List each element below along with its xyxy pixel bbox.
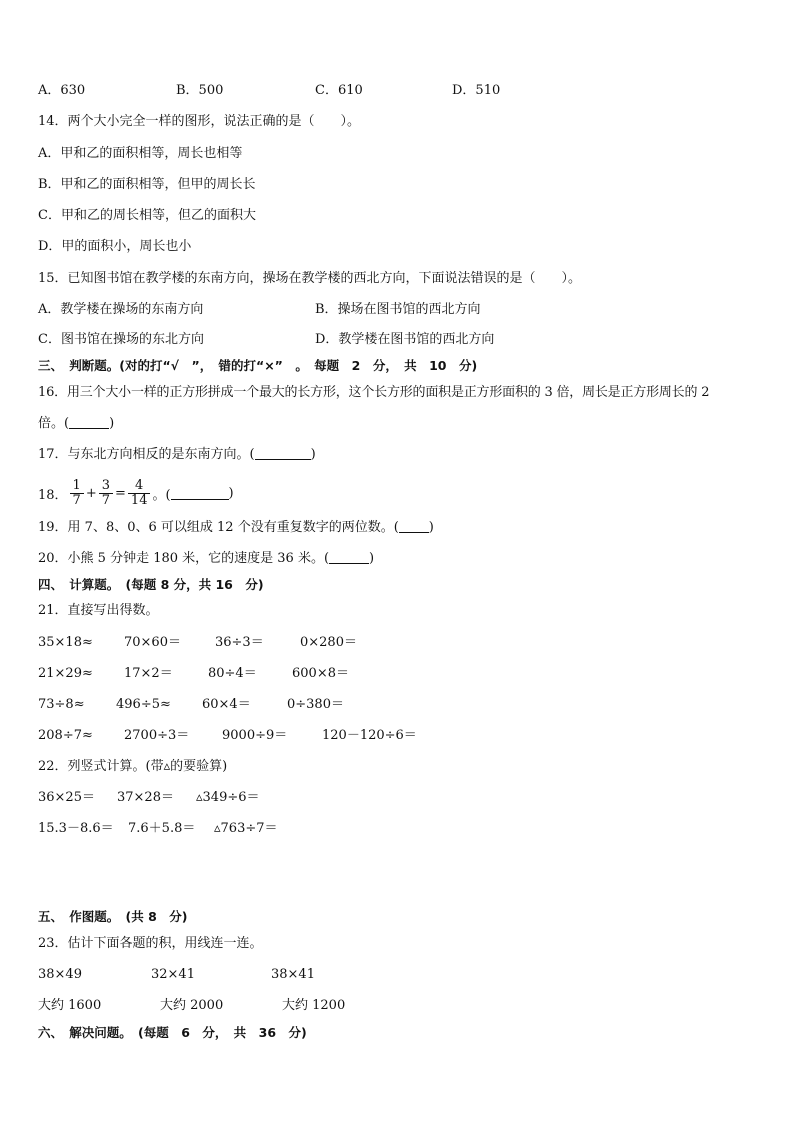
q22-r2-c2: 7.6＋5.8＝ <box>128 821 196 836</box>
q21-r1-c2: 70×60＝ <box>124 635 181 650</box>
q13-option-a: A．630 <box>38 83 86 98</box>
q14-option-c: C．甲和乙的周长相等，但乙的面积大 <box>38 208 256 223</box>
q21-stem: 21．直接写出得数。 <box>38 603 159 618</box>
q16-prefix: 倍。( <box>38 416 70 431</box>
q23-estimate-1: 大约 1600 <box>38 998 102 1013</box>
q17-close: ) <box>310 447 316 462</box>
q21-r1-c4: 0×280＝ <box>300 635 357 650</box>
q20-text: 20．小熊 5 分钟走 180 米，它的速度是 36 米。( <box>38 551 330 566</box>
q18-equals: = <box>115 485 126 501</box>
q21-r3-c3: 60×4＝ <box>202 697 251 712</box>
q18-tail: 。( <box>152 487 171 503</box>
q16-answer-blank[interactable] <box>69 416 109 429</box>
q18-plus: + <box>85 485 97 501</box>
q22-r1-c1: 36×25＝ <box>38 790 95 805</box>
q16-line2 <box>38 416 114 432</box>
q18-answer-blank[interactable] <box>171 487 229 500</box>
q18 <box>38 474 234 512</box>
q21-r2-c2: 17×2＝ <box>124 666 173 681</box>
q20-close: ) <box>369 551 375 566</box>
q18-fraction-2 <box>99 479 113 508</box>
q23-product-2: 32×41 <box>151 967 195 982</box>
q13-option-d: D．510 <box>452 83 501 98</box>
section-5-heading: 五、 作图题。 (共 8 分) <box>38 909 188 924</box>
q19-close: ) <box>428 520 434 535</box>
q18-fraction-1 <box>70 479 84 508</box>
q18-fraction-3-numerator: 4 <box>128 479 151 494</box>
section-4-heading: 四、 计算题。 (每题 8 分，共 16 分) <box>38 577 264 592</box>
q14-stem: 14．两个大小完全一样的图形，说法正确的是（ ）。 <box>38 114 361 129</box>
q18-fraction-2-numerator: 3 <box>99 479 113 494</box>
q18-close: ) <box>228 485 234 501</box>
q15-stem: 15．已知图书馆在教学楼的东南方向，操场在教学楼的西北方向，下面说法错误的是（ ）。 <box>38 271 582 286</box>
q21-r4-c3: 9000÷9＝ <box>222 728 288 743</box>
q21-r3-c4: 0÷380＝ <box>287 697 344 712</box>
q17 <box>38 447 316 463</box>
q20 <box>38 551 374 567</box>
q21-r2-c3: 80÷4＝ <box>208 666 257 681</box>
q21-r3-c1: 73÷8≈ <box>38 697 85 712</box>
q23-estimate-2: 大约 2000 <box>160 998 224 1013</box>
q18-fraction-1-denominator: 7 <box>72 492 81 508</box>
q19-answer-blank[interactable] <box>399 520 429 533</box>
section-3-heading: 三、 判断题。(对的打“√ ”， 错的打“×” 。 每题 2 分， 共 10 分) <box>38 358 478 373</box>
q21-r4-c2: 2700÷3＝ <box>124 728 190 743</box>
q21-r4-c1: 208÷7≈ <box>38 728 93 743</box>
q13-option-c: C．610 <box>315 83 363 98</box>
q15-option-b: B．操场在图书馆的西北方向 <box>315 302 481 317</box>
q14-option-a: A．甲和乙的面积相等，周长也相等 <box>38 146 243 161</box>
q22-r1-c3: ▵349÷6＝ <box>196 790 260 805</box>
q23-stem: 23．估计下面各题的积，用线连一连。 <box>38 936 263 951</box>
q22-stem: 22．列竖式计算。(带▵的要验算) <box>38 759 228 774</box>
q21-r2-c4: 600×8＝ <box>292 666 349 681</box>
q19-text: 19．用 7、8、0、6 可以组成 12 个没有重复数字的两位数。( <box>38 520 399 535</box>
q23-estimate-3: 大约 1200 <box>282 998 346 1013</box>
q15-option-a: A．教学楼在操场的东南方向 <box>38 302 204 317</box>
q13-option-b: B．500 <box>176 83 224 98</box>
q22-r1-c2: 37×28＝ <box>117 790 174 805</box>
q21-r1-c3: 36÷3＝ <box>215 635 264 650</box>
q21-r4-c4: 120－120÷6＝ <box>322 728 417 743</box>
q16-line1: 16．用三个大小一样的正方形拼成一个最大的长方形，这个长方形的面积是正方形面积的 3 倍，周长是正方形周长的 2 <box>38 385 710 400</box>
q20-answer-blank[interactable] <box>329 551 369 564</box>
q18-fraction-2-denominator: 7 <box>101 492 111 508</box>
q14-option-b: B．甲和乙的面积相等，但甲的周长长 <box>38 177 256 192</box>
q21-r2-c1: 21×29≈ <box>38 666 93 681</box>
q17-answer-blank[interactable] <box>255 447 311 460</box>
q18-fraction-3-denominator: 14 <box>130 492 148 508</box>
q18-fraction-1-numerator: 1 <box>70 479 84 494</box>
q18-fraction-3 <box>128 479 151 508</box>
q18-label: 18． <box>38 487 68 503</box>
q22-r2-c1: 15.3－8.6＝ <box>38 821 114 836</box>
q15-option-d: D．教学楼在图书馆的西北方向 <box>315 332 495 347</box>
q14-option-d: D．甲的面积小，周长也小 <box>38 239 192 254</box>
section-6-heading: 六、 解决问题。 (每题 6 分， 共 36 分) <box>38 1025 307 1040</box>
q16-close: ) <box>109 416 115 431</box>
q21-r3-c2: 496÷5≈ <box>116 697 171 712</box>
q23-product-1: 38×49 <box>38 967 82 982</box>
q22-r2-c3: ▵763÷7＝ <box>214 821 278 836</box>
q23-product-3: 38×41 <box>271 967 315 982</box>
q21-r1-c1: 35×18≈ <box>38 635 93 650</box>
q17-text: 17．与东北方向相反的是东南方向。( <box>38 447 255 462</box>
q15-option-c: C．图书馆在操场的东北方向 <box>38 332 204 347</box>
q19 <box>38 520 434 536</box>
